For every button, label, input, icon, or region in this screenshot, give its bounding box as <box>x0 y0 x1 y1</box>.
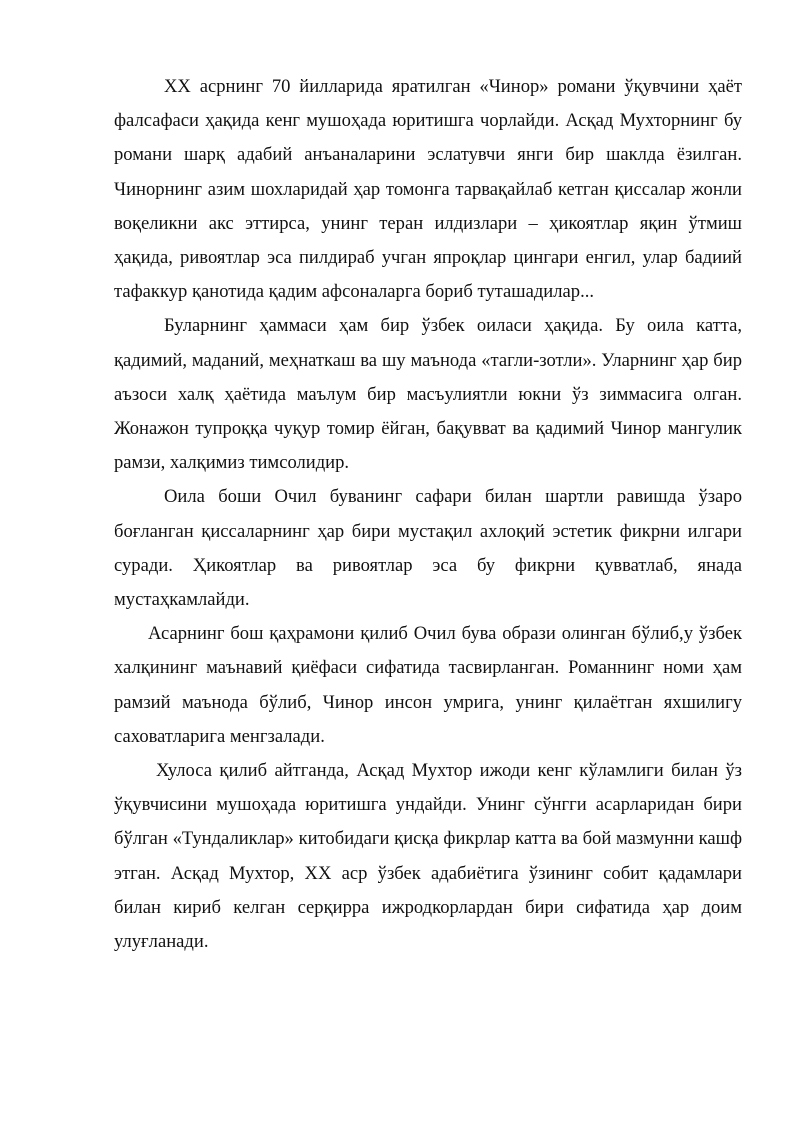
paragraph-5: Хулоса қилиб айтганда, Асқад Мухтор ижоди кенг кўламлиги билан ўз ўқувчисини мушоҳада юритишга ундайди. Унинг сўнгги асарларидан бири бўлган «Тундаликлар» китобидаги қисқа фикрлар катта ва бой мазмунни кашф этган. Асқад Мухтор, XX аср ўзбек адабиётига ўзининг собит қадамлари билан кириб келган серқирра ижродкорлардан бири сифатида ҳар доим улуғланади. <box>114 760 742 953</box>
document-body <box>114 70 742 959</box>
paragraph-3: Оила боши Очил буванинг сафари билан шартли равишда ўзаро боғланган қиссаларнинг ҳар бири мустақил ахлоқий эстетик фикрни илгари суради. Ҳикоятлар ва ривоятлар эса бу фикрни қувватлаб, янада мустаҳкамлайди. <box>114 486 742 611</box>
paragraph-4: Асарнинг бош қаҳрамони қилиб Очил бува образи олинган бўлиб,у ўзбек халқининг маънавий қиёфаси сифатида тасвирланган. Романнинг номи ҳам рамзий маънода бўлиб, Чинор инсон умрига, унинг қилаётган яхшилигу саховатларига менгзалади. <box>114 623 742 747</box>
paragraph-1: XX асрнинг 70 йилларида яратилган «Чинор» романи ўқувчини ҳаёт фалсафаси ҳақида кенг мушоҳада юритишга чорлайди. Асқад Мухторнинг бу романи шарқ адабий анъаналарини эслатувчи янги бир шаклда ёзилган. Чинорнинг азим шохларидай ҳар томонга тарвақайлаб кетган қиссалар жонли воқеликни акс эттирса, унинг теран илдизлари – ҳикоятлар яқин ўтмиш ҳақида, ривоятлар эса пилдираб учган япроқлар цингари енгил, улар бадиий тафаккур қанотида қадим афсоналарга бориб туташадилар... <box>114 76 742 303</box>
paragraph-2: Буларнинг ҳаммаси ҳам бир ўзбек оиласи ҳақида. Бу оила катта, қадимий, маданий, меҳнаткаш ва шу маънода «тагли-зотли». Уларнинг ҳар бир аъзоси халқ ҳаётида маълум бир масъулиятли юкни ўз зиммасига олган. Жонажон тупроққа чуқур томир ёйган, бақувват ва қадимий Чинор мангулик рамзи, халқимиз тимсолидир. <box>114 315 742 474</box>
